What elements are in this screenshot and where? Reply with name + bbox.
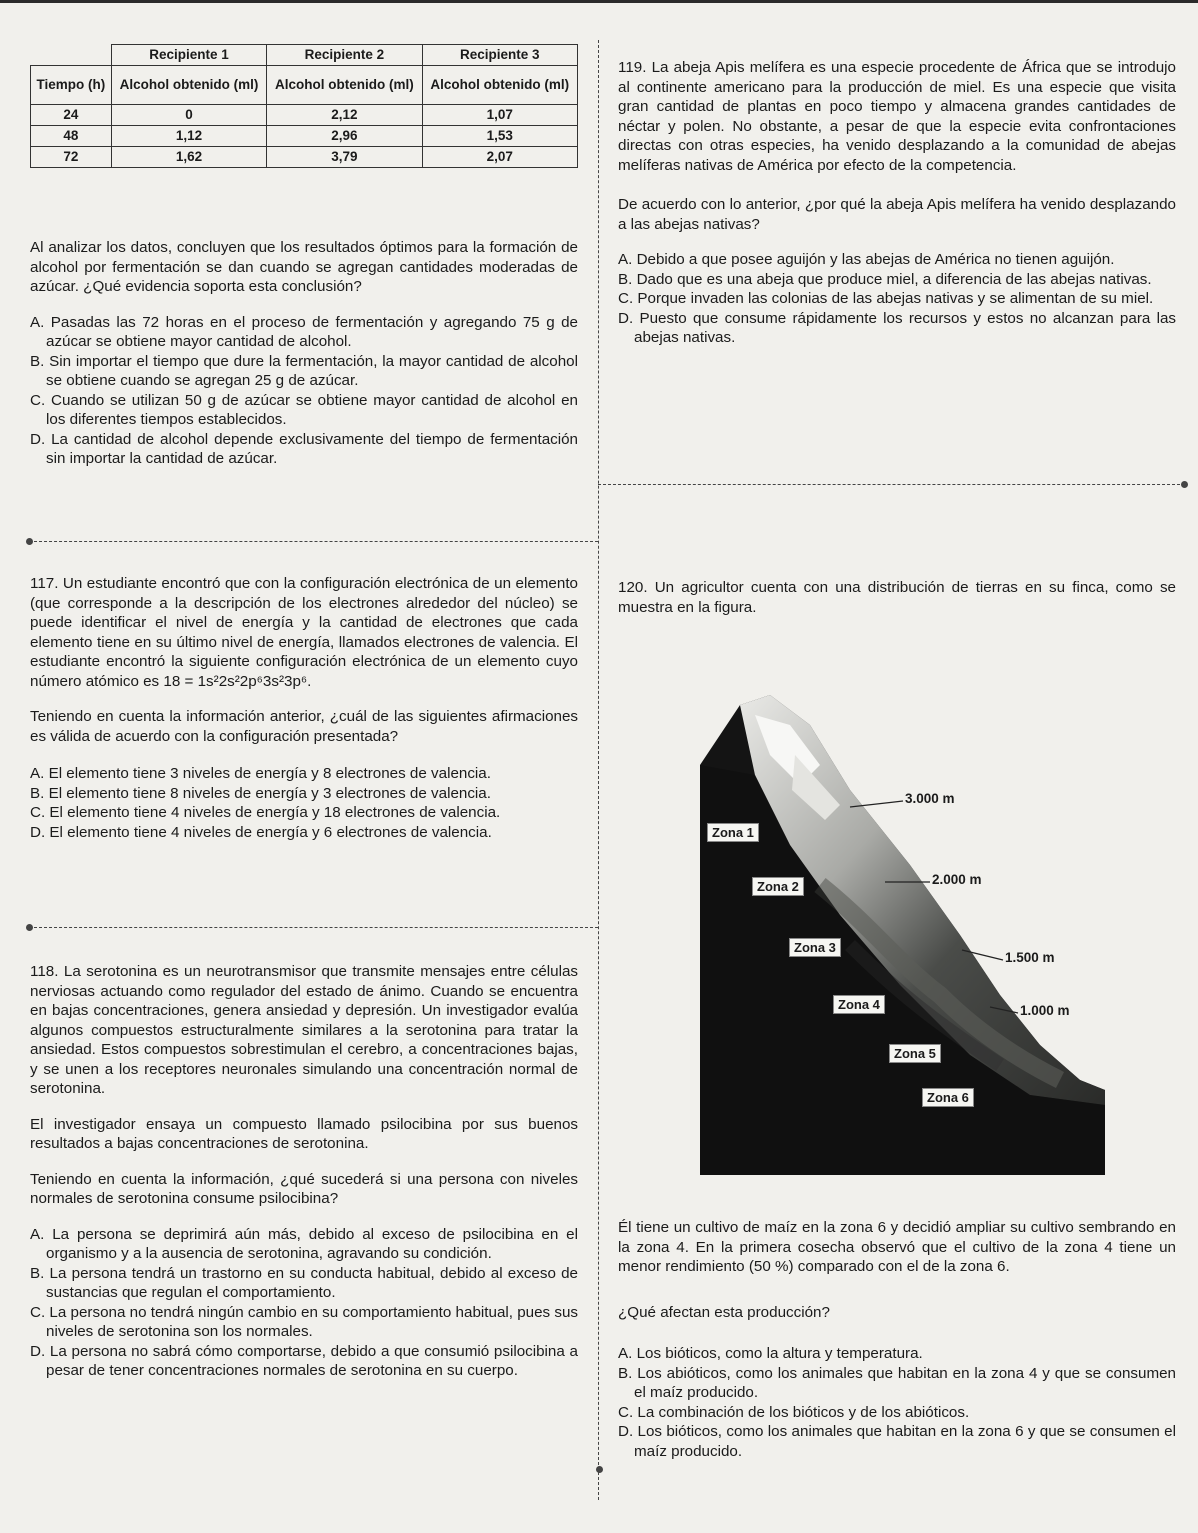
table-subheader: Alcohol obtenido (ml) [422,66,577,105]
table-header: Recipiente 2 [267,45,422,66]
q120-option-a[interactable]: A. Los bióticos, como la altura y temperatura. [618,1345,923,1362]
zone-label: Zona 4 [833,995,885,1014]
question-118 [30,962,578,1381]
altitude-label: 1.000 m [1020,1003,1070,1018]
zone-label: Zona 1 [707,823,759,842]
q120-question: ¿Qué afectan esta producción? [618,1303,830,1321]
table-header: Recipiente 3 [422,45,577,66]
separator-dot [1181,481,1188,488]
separator-dot [26,924,33,931]
question-116 [30,238,578,469]
q116-option-c[interactable]: C. Cuando se utilizan 50 g de azúcar se obtiene mayor cantidad de alcohol en los diferentes tiempos establecidos. [30,391,578,428]
q119-option-a[interactable]: A. Debido a que posee aguijón y las abejas de América no tienen aguijón. [618,251,1115,268]
table-row: 24 0 2,12 1,07 [31,105,578,126]
q117-option-c[interactable]: C. El elemento tiene 4 niveles de energía y 18 electrones de valencia. [30,804,501,821]
question-120 [618,578,1176,617]
q119-stem: 119. La abeja Apis melífera es una especie procedente de África que se introdujo al continente americano para la producción de miel. Es una especie que visita gran cantidad de plantas en poco tiempo y almacena grandes cantidades de néctar y polen. No obstante, a pesar de que la especie evita confrontaciones directas con otras especies, ha venido desplazando a la comunidad de abejas melíferas nativas de América por efecto de la competencia. [618,59,1176,174]
q120-option-d[interactable]: D. Los bióticos, como los animales que habitan en la zona 6 y que se consumen el maíz producido. [618,1423,1176,1460]
question-117 [30,574,578,842]
q117-question: Teniendo en cuenta la información anterior, ¿cuál de las siguientes afirmaciones es válida de acuerdo con la configuración presentada? [30,708,578,745]
q120-stem: 120. Un agricultor cuenta con una distribución de tierras en su finca, como se muestra en la figura. [618,579,1176,616]
zone-label: Zona 3 [789,938,841,957]
column-divider [598,40,599,1500]
q118-question: Teniendo en cuenta la información, ¿qué sucederá si una persona con niveles normales de serotonina consume psilocibina? [30,1170,578,1207]
q117-option-d[interactable]: D. El elemento tiene 4 niveles de energía y 6 electrones de valencia. [30,823,492,841]
table-header-time: Tiempo (h) [31,66,112,105]
q118-stem: 118. La serotonina es un neurotransmisor que transmite mensajes entre células nerviosas actuando como regulador del estado de ánimo. Cuando se encuentra en bajas concentraciones, genera ansiedad y depresión. Un investigador evalúa algunos compuestos estructuralmente similares a la serotonina para tratar la ansiedad. Estos compuestos sobrestimulan el cerebro, a concentraciones bajas, y se unen a los receptores neuronales simulando una concentración normal de serotonina. [30,963,578,1097]
zone-label: Zona 5 [889,1044,941,1063]
q118-option-d[interactable]: D. La persona no sabrá cómo comportarse, debido a que consumió psilocibina a pesar de tener concentraciones normales de serotonina en su cuerpo. [30,1342,578,1379]
separator [34,541,598,542]
altitude-leader-lines [700,695,1105,1175]
q116-stem: Al analizar los datos, concluyen que los resultados óptimos para la formación de alcohol por fermentación se dan cuando se agregan cantidades moderadas de azúcar. ¿Qué evidencia soporta esta conclusión? [30,239,578,295]
q118-option-a[interactable]: A. La persona se deprimirá aún más, debido al exceso de psilocibina en el organismo y a la ausencia de serotonina, agravando su condición. [30,1225,578,1262]
q116-option-b[interactable]: B. Sin importar el tiempo que dure la fermentación, la mayor cantidad de alcohol se obtiene cuando se agregan 25 g de azúcar. [30,352,578,389]
q116-option-d[interactable]: D. La cantidad de alcohol depende exclusivamente del tiempo de fermentación sin importar la cantidad de azúcar. [30,430,578,467]
q118-option-c[interactable]: C. La persona no tendrá ningún cambio en su comportamiento habitual, pues sus niveles de serotonina son los normales. [30,1303,578,1340]
alcohol-table [30,44,578,168]
separator [598,484,1180,485]
q120-option-b[interactable]: B. Los abióticos, como los animales que habitan en la zona 4 y que se consumen el maíz producido. [618,1364,1176,1401]
q119-option-b[interactable]: B. Dado que es una abeja que produce miel, a diferencia de las abejas nativas. [618,270,1152,288]
data-table-block [30,44,578,168]
zone-label: Zona 6 [922,1088,974,1107]
table-row: 72 1,62 3,79 2,07 [31,147,578,168]
separator-dot [26,538,33,545]
table-corner [31,45,112,66]
q119-option-d[interactable]: D. Puesto que consume rápidamente los recursos y estos no alcanzan para las abejas nativas. [618,309,1176,346]
q118-option-b[interactable]: B. La persona tendrá un trastorno en su conducta habitual, debido al exceso de sustancias que regulan el comportamiento. [30,1264,578,1301]
q117-option-b[interactable]: B. El elemento tiene 8 niveles de energía y 3 electrones de valencia. [30,784,491,802]
altitude-label: 1.500 m [1005,950,1055,965]
top-border [0,0,1198,3]
zone-label: Zona 2 [752,877,804,896]
q117-option-a[interactable]: A. El elemento tiene 3 niveles de energía y 8 electrones de valencia. [30,765,491,782]
question-120-body [618,1218,1176,1461]
q116-option-a[interactable]: A. Pasadas las 72 horas en el proceso de fermentación y agregando 75 g de azúcar se obtiene mayor cantidad de alcohol. [30,313,578,350]
table-row: 48 1,12 2,96 1,53 [31,126,578,147]
q120-para2: Él tiene un cultivo de maíz en la zona 6 y decidió ampliar su cultivo sembrando en la zona 4. En la primera cosecha observó que el cultivo de la zona 4 tiene un menor rendimiento (50 %) comparado con el de la zona 6. [618,1219,1176,1275]
table-subheader: Alcohol obtenido (ml) [267,66,422,105]
q118-para2: El investigador ensaya un compuesto llamado psilocibina por sus buenos resultados a bajas concentraciones de serotonina. [30,1115,578,1152]
q119-option-c[interactable]: C. Porque invaden las colonias de las abejas nativas y se alimentan de su miel. [618,290,1154,307]
q117-formula: 18 = 1s²2s²2p⁶3s²3p⁶. [163,672,312,690]
separator-dot [596,1466,603,1473]
q117-stem: 117. Un estudiante encontró que con la configuración electrónica de un elemento (que corresponde a la descripción de los electrones alrededor del núcleo) se puede identificar el nivel de energía y la cantidad de electrones que cada elemento tiene en su último nivel de energía, llamados electrones de valencia. El estudiante encontró la siguiente configuración electrónica de un elemento cuyo número atómico es [30,575,578,690]
table-header: Recipiente 1 [111,45,266,66]
q120-option-c[interactable]: C. La combinación de los bióticos y de los abióticos. [618,1403,970,1421]
altitude-label: 2.000 m [932,872,982,887]
table-subheader: Alcohol obtenido (ml) [111,66,266,105]
mountain-zones-figure [700,695,1105,1175]
question-119 [618,58,1176,348]
q119-question: De acuerdo con lo anterior, ¿por qué la abeja Apis melífera ha venido desplazando a las abejas nativas? [618,196,1176,233]
separator [34,927,598,928]
altitude-label: 3.000 m [905,791,955,806]
